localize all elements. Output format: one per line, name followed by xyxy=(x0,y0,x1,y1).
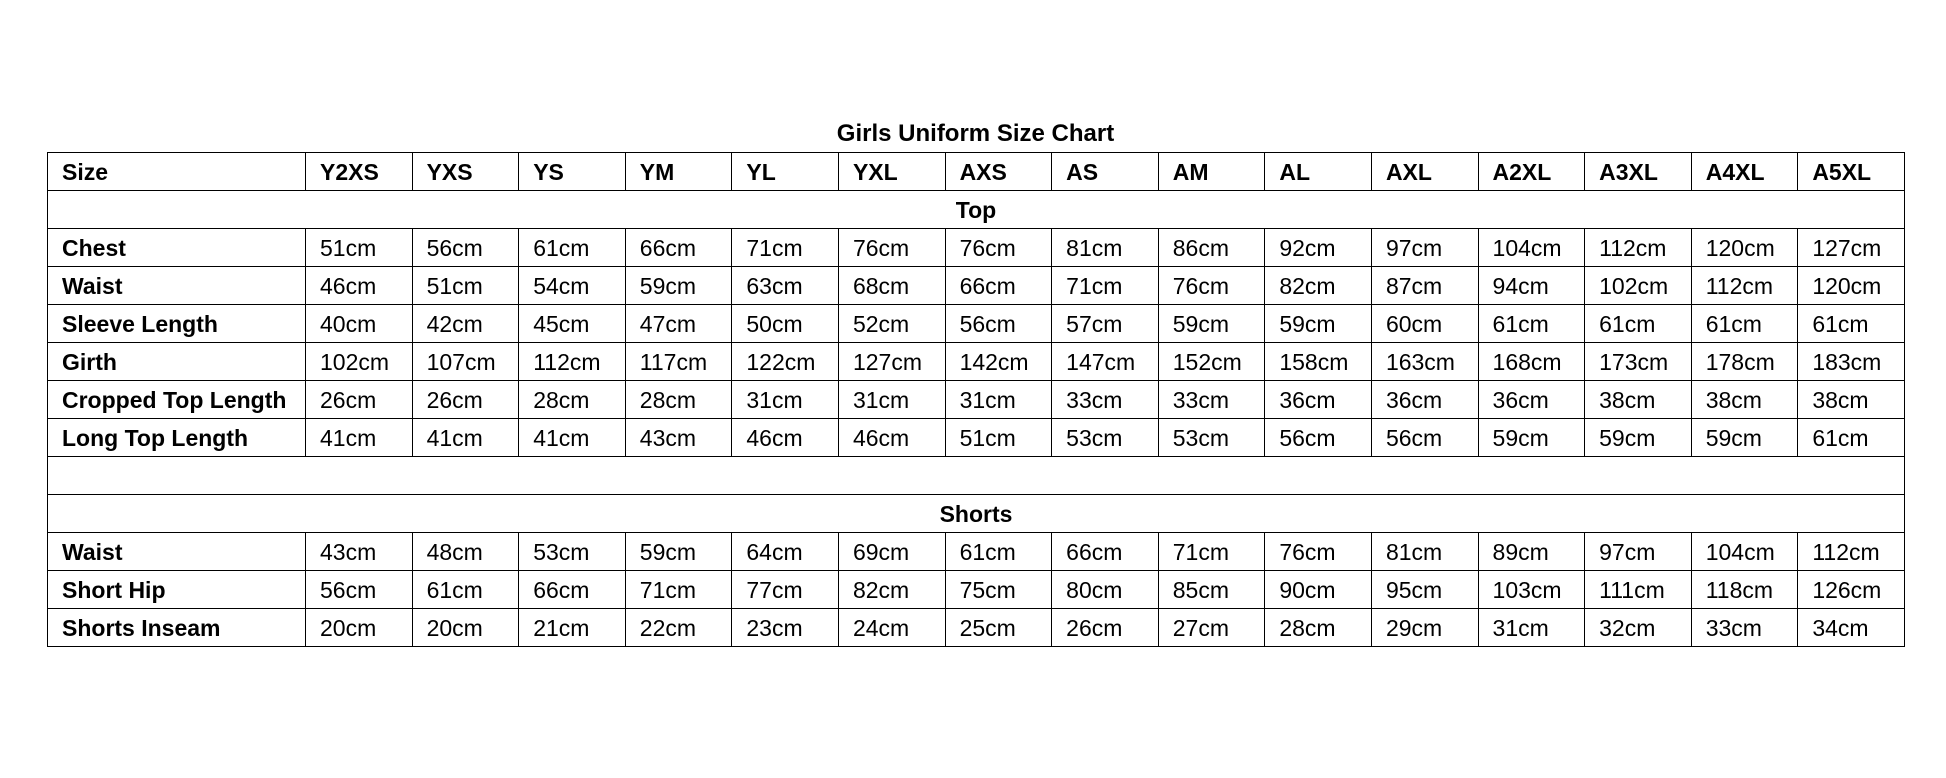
measurement-cell: 52cm xyxy=(838,305,945,343)
measurement-cell: 50cm xyxy=(732,305,839,343)
measurement-cell: 80cm xyxy=(1052,571,1159,609)
measurement-cell: 36cm xyxy=(1265,381,1372,419)
measurement-cell: 46cm xyxy=(838,419,945,457)
measurement-cell: 94cm xyxy=(1478,267,1585,305)
measurement-cell: 32cm xyxy=(1585,609,1692,647)
table-row xyxy=(48,381,1905,419)
measurement-cell: 112cm xyxy=(1585,229,1692,267)
measurement-cell: 82cm xyxy=(838,571,945,609)
measurement-cell: 26cm xyxy=(306,381,413,419)
measurement-cell: 75cm xyxy=(945,571,1052,609)
measurement-cell: 104cm xyxy=(1691,533,1798,571)
size-header-row xyxy=(48,153,1905,191)
measurement-cell: 33cm xyxy=(1158,381,1265,419)
measurement-cell: 60cm xyxy=(1371,305,1478,343)
measurement-cell: 71cm xyxy=(732,229,839,267)
measurement-cell: 41cm xyxy=(306,419,413,457)
size-header-cell: A4XL xyxy=(1691,153,1798,191)
blank-cell xyxy=(48,457,1905,495)
measurement-cell: 61cm xyxy=(1478,305,1585,343)
measurement-cell: 97cm xyxy=(1371,229,1478,267)
measurement-cell: 104cm xyxy=(1478,229,1585,267)
row-label: Waist xyxy=(48,533,306,571)
row-label: Cropped Top Length xyxy=(48,381,306,419)
measurement-cell: 142cm xyxy=(945,343,1052,381)
measurement-cell: 46cm xyxy=(732,419,839,457)
measurement-cell: 111cm xyxy=(1585,571,1692,609)
section-heading-shorts xyxy=(48,495,1905,533)
size-header-cell: YS xyxy=(519,153,626,191)
measurement-cell: 81cm xyxy=(1371,533,1478,571)
size-header-cell: Y2XS xyxy=(306,153,413,191)
size-header-label: Size xyxy=(48,153,306,191)
measurement-cell: 61cm xyxy=(412,571,519,609)
measurement-cell: 24cm xyxy=(838,609,945,647)
measurement-cell: 127cm xyxy=(1798,229,1905,267)
measurement-cell: 81cm xyxy=(1052,229,1159,267)
measurement-cell: 82cm xyxy=(1265,267,1372,305)
measurement-cell: 41cm xyxy=(519,419,626,457)
measurement-cell: 56cm xyxy=(945,305,1052,343)
measurement-cell: 25cm xyxy=(945,609,1052,647)
row-label: Sleeve Length xyxy=(48,305,306,343)
measurement-cell: 56cm xyxy=(306,571,413,609)
measurement-cell: 183cm xyxy=(1798,343,1905,381)
table-row xyxy=(48,267,1905,305)
measurement-cell: 76cm xyxy=(838,229,945,267)
size-header-cell: YM xyxy=(625,153,732,191)
measurement-cell: 168cm xyxy=(1478,343,1585,381)
row-label: Shorts Inseam xyxy=(48,609,306,647)
measurement-cell: 71cm xyxy=(1052,267,1159,305)
measurement-cell: 56cm xyxy=(412,229,519,267)
measurement-cell: 86cm xyxy=(1158,229,1265,267)
row-label: Chest xyxy=(48,229,306,267)
size-header-cell: A2XL xyxy=(1478,153,1585,191)
measurement-cell: 56cm xyxy=(1371,419,1478,457)
size-header-cell: AS xyxy=(1052,153,1159,191)
measurement-cell: 66cm xyxy=(519,571,626,609)
measurement-cell: 152cm xyxy=(1158,343,1265,381)
measurement-cell: 53cm xyxy=(1158,419,1265,457)
measurement-cell: 76cm xyxy=(945,229,1052,267)
measurement-cell: 64cm xyxy=(732,533,839,571)
measurement-cell: 20cm xyxy=(306,609,413,647)
measurement-cell: 61cm xyxy=(1798,305,1905,343)
measurement-cell: 118cm xyxy=(1691,571,1798,609)
measurement-cell: 26cm xyxy=(1052,609,1159,647)
measurement-cell: 61cm xyxy=(519,229,626,267)
measurement-cell: 53cm xyxy=(1052,419,1159,457)
measurement-cell: 61cm xyxy=(1585,305,1692,343)
size-header-cell: YXL xyxy=(838,153,945,191)
measurement-cell: 57cm xyxy=(1052,305,1159,343)
measurement-cell: 40cm xyxy=(306,305,413,343)
measurement-cell: 178cm xyxy=(1691,343,1798,381)
measurement-cell: 38cm xyxy=(1585,381,1692,419)
measurement-cell: 31cm xyxy=(945,381,1052,419)
section-heading-top xyxy=(48,191,1905,229)
measurement-cell: 126cm xyxy=(1798,571,1905,609)
measurement-cell: 112cm xyxy=(1798,533,1905,571)
measurement-cell: 107cm xyxy=(412,343,519,381)
measurement-cell: 102cm xyxy=(1585,267,1692,305)
measurement-cell: 48cm xyxy=(412,533,519,571)
section-heading-shorts-title: Shorts xyxy=(48,495,1905,533)
measurement-cell: 127cm xyxy=(838,343,945,381)
measurement-cell: 90cm xyxy=(1265,571,1372,609)
measurement-cell: 117cm xyxy=(625,343,732,381)
size-header-cell: YXS xyxy=(412,153,519,191)
measurement-cell: 28cm xyxy=(519,381,626,419)
measurement-cell: 42cm xyxy=(412,305,519,343)
measurement-cell: 97cm xyxy=(1585,533,1692,571)
measurement-cell: 47cm xyxy=(625,305,732,343)
table-row xyxy=(48,305,1905,343)
measurement-cell: 85cm xyxy=(1158,571,1265,609)
measurement-cell: 68cm xyxy=(838,267,945,305)
chart-title: Girls Uniform Size Chart xyxy=(836,120,1115,147)
measurement-cell: 147cm xyxy=(1052,343,1159,381)
size-header-cell: AM xyxy=(1158,153,1265,191)
measurement-cell: 38cm xyxy=(1691,381,1798,419)
measurement-cell: 59cm xyxy=(625,267,732,305)
measurement-cell: 59cm xyxy=(1265,305,1372,343)
measurement-cell: 89cm xyxy=(1478,533,1585,571)
measurement-cell: 43cm xyxy=(625,419,732,457)
measurement-cell: 33cm xyxy=(1691,609,1798,647)
measurement-cell: 43cm xyxy=(306,533,413,571)
measurement-cell: 36cm xyxy=(1478,381,1585,419)
measurement-cell: 120cm xyxy=(1798,267,1905,305)
measurement-cell: 59cm xyxy=(1691,419,1798,457)
measurement-cell: 102cm xyxy=(306,343,413,381)
measurement-cell: 66cm xyxy=(945,267,1052,305)
measurement-cell: 66cm xyxy=(625,229,732,267)
measurement-cell: 56cm xyxy=(1265,419,1372,457)
measurement-cell: 21cm xyxy=(519,609,626,647)
table-row xyxy=(48,419,1905,457)
measurement-cell: 112cm xyxy=(1691,267,1798,305)
measurement-cell: 46cm xyxy=(306,267,413,305)
size-header-cell: AXS xyxy=(945,153,1052,191)
measurement-cell: 45cm xyxy=(519,305,626,343)
measurement-cell: 28cm xyxy=(1265,609,1372,647)
measurement-cell: 31cm xyxy=(1478,609,1585,647)
measurement-cell: 120cm xyxy=(1691,229,1798,267)
measurement-cell: 63cm xyxy=(732,267,839,305)
size-header-cell: AL xyxy=(1265,153,1372,191)
measurement-cell: 34cm xyxy=(1798,609,1905,647)
measurement-cell: 122cm xyxy=(732,343,839,381)
measurement-cell: 66cm xyxy=(1052,533,1159,571)
measurement-cell: 27cm xyxy=(1158,609,1265,647)
measurement-cell: 51cm xyxy=(306,229,413,267)
measurement-cell: 36cm xyxy=(1371,381,1478,419)
row-label: Waist xyxy=(48,267,306,305)
measurement-cell: 103cm xyxy=(1478,571,1585,609)
measurement-cell: 51cm xyxy=(412,267,519,305)
measurement-cell: 71cm xyxy=(625,571,732,609)
measurement-cell: 76cm xyxy=(1265,533,1372,571)
measurement-cell: 54cm xyxy=(519,267,626,305)
table-row xyxy=(48,343,1905,381)
measurement-cell: 61cm xyxy=(945,533,1052,571)
measurement-cell: 71cm xyxy=(1158,533,1265,571)
measurement-cell: 23cm xyxy=(732,609,839,647)
measurement-cell: 41cm xyxy=(412,419,519,457)
measurement-cell: 92cm xyxy=(1265,229,1372,267)
measurement-cell: 87cm xyxy=(1371,267,1478,305)
measurement-cell: 59cm xyxy=(1158,305,1265,343)
row-label: Short Hip xyxy=(48,571,306,609)
table-row xyxy=(48,229,1905,267)
blank-row xyxy=(48,457,1905,495)
section-heading-top-title: Top xyxy=(48,191,1905,229)
measurement-cell: 158cm xyxy=(1265,343,1372,381)
size-header-cell: AXL xyxy=(1371,153,1478,191)
measurement-cell: 33cm xyxy=(1052,381,1159,419)
table-row xyxy=(48,533,1905,571)
size-header-cell: YL xyxy=(732,153,839,191)
measurement-cell: 29cm xyxy=(1371,609,1478,647)
measurement-cell: 163cm xyxy=(1371,343,1478,381)
measurement-cell: 77cm xyxy=(732,571,839,609)
measurement-cell: 61cm xyxy=(1691,305,1798,343)
measurement-cell: 95cm xyxy=(1371,571,1478,609)
measurement-cell: 31cm xyxy=(732,381,839,419)
measurement-cell: 26cm xyxy=(412,381,519,419)
table-row xyxy=(48,571,1905,609)
measurement-cell: 76cm xyxy=(1158,267,1265,305)
measurement-cell: 22cm xyxy=(625,609,732,647)
measurement-cell: 31cm xyxy=(838,381,945,419)
measurement-cell: 51cm xyxy=(945,419,1052,457)
row-label: Girth xyxy=(48,343,306,381)
measurement-cell: 112cm xyxy=(519,343,626,381)
measurement-cell: 38cm xyxy=(1798,381,1905,419)
measurement-cell: 173cm xyxy=(1585,343,1692,381)
measurement-cell: 20cm xyxy=(412,609,519,647)
size-header-cell: A3XL xyxy=(1585,153,1692,191)
measurement-cell: 61cm xyxy=(1798,419,1905,457)
measurement-cell: 59cm xyxy=(1478,419,1585,457)
size-header-cell: A5XL xyxy=(1798,153,1905,191)
measurement-cell: 59cm xyxy=(625,533,732,571)
table-row xyxy=(48,609,1905,647)
size-chart-table xyxy=(47,152,1905,647)
measurement-cell: 59cm xyxy=(1585,419,1692,457)
row-label: Long Top Length xyxy=(48,419,306,457)
measurement-cell: 53cm xyxy=(519,533,626,571)
measurement-cell: 28cm xyxy=(625,381,732,419)
measurement-cell: 69cm xyxy=(838,533,945,571)
